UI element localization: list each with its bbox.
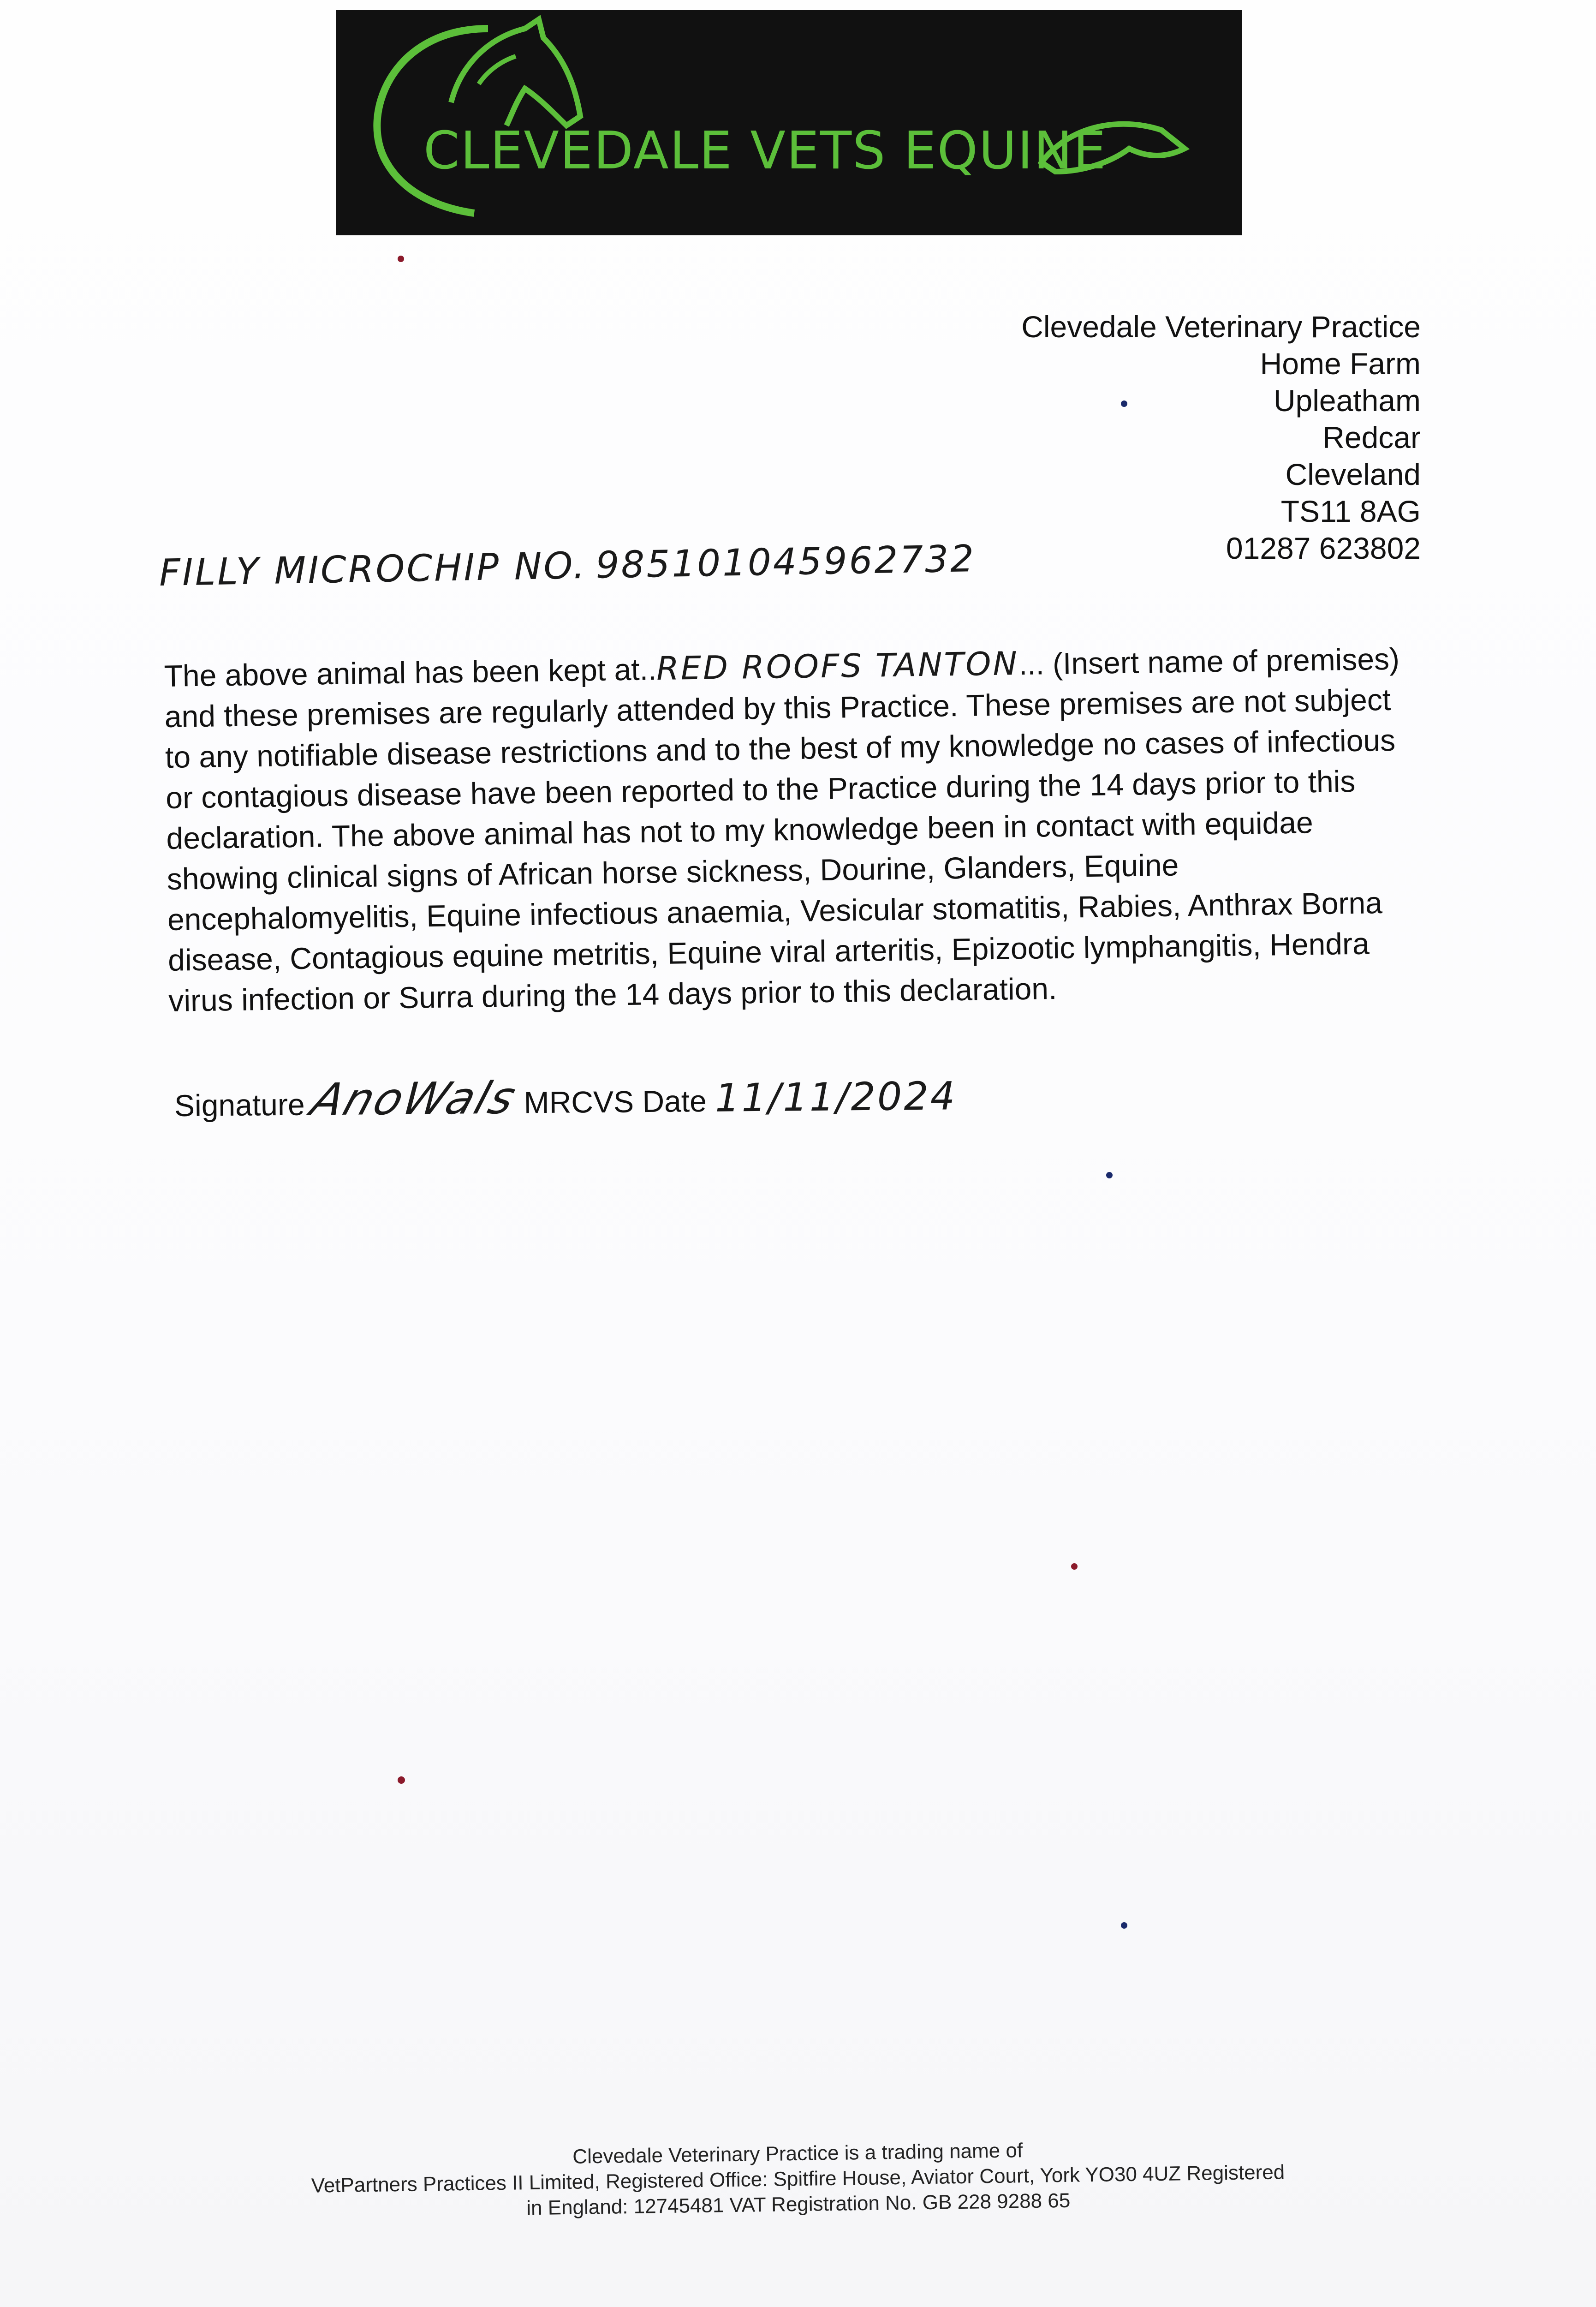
scan-speck bbox=[398, 1776, 405, 1784]
address-line: Home Farm bbox=[1260, 347, 1421, 381]
scan-speck bbox=[1121, 400, 1127, 407]
microchip-label: FILLY MICROCHIP NO. bbox=[159, 544, 587, 594]
footer-line: Clevedale Veterinary Practice is a trading name of bbox=[572, 2139, 1023, 2168]
signature-label: Signature bbox=[174, 1087, 305, 1123]
address-line: Redcar bbox=[1322, 420, 1421, 454]
declaration-text: ... (Insert name of premises) and these premises are regularly attended by this Practice. These premises are not subject to any notifiable disease restrictions and to the best of my knowledge no cases of infectious or contagious disease have been reported to the Practice during the 14 days prior to this declaration. The above animal has not to my knowledge been in contact with equidae showing clinical signs of African horse sickness, Dourine, Glanders, Equine encephalomyelitis, Equine infectious anaemia, Vesicular stomatitis, Rabies, Anthrax Borna disease, Contagious equine metritis, Equine viral arteritis, Epizootic lymphangitis, Hendra virus infection or Surra during the 14 days prior to this declaration. bbox=[164, 641, 1400, 1018]
address-line: TS11 8AG bbox=[1280, 494, 1421, 528]
signature-row bbox=[174, 1068, 957, 1127]
handwritten-signature: AnoWals bbox=[305, 1072, 524, 1126]
footer-line: in England: 12745481 VAT Registration No. GB 228 9288 65 bbox=[526, 2189, 1071, 2220]
scan-speck bbox=[1121, 1922, 1127, 1929]
address-line: Cleveland bbox=[1285, 457, 1421, 491]
address-line: Clevedale Veterinary Practice bbox=[1021, 310, 1421, 344]
premises-name: RED ROOFS TANTON bbox=[656, 645, 1019, 688]
scan-speck bbox=[1106, 1172, 1113, 1178]
signature-date: 11/11/2024 bbox=[715, 1073, 957, 1121]
microchip-line bbox=[159, 537, 976, 594]
mrcvs-date-label: MRCVS Date bbox=[524, 1083, 707, 1120]
footer-line: VetPartners Practices II Limited, Registered Office: Spitfire House, Aviator Court, York YO30 4UZ Registered bbox=[311, 2161, 1285, 2197]
declaration-paragraph bbox=[164, 638, 1428, 1021]
brand-name: CLEVEDALE VETS EQUINE bbox=[423, 121, 1107, 181]
address-line: Upleatham bbox=[1273, 383, 1421, 418]
scan-speck bbox=[1071, 1563, 1078, 1570]
address-phone: 01287 623802 bbox=[1226, 531, 1421, 565]
footer-legal bbox=[276, 2134, 1320, 2224]
declaration-intro: The above animal has been kept at.. bbox=[164, 652, 657, 693]
microchip-number: 985101045962732 bbox=[595, 537, 976, 587]
scan-speck bbox=[398, 256, 404, 262]
logo-banner bbox=[336, 10, 1242, 235]
practice-address bbox=[923, 308, 1421, 567]
